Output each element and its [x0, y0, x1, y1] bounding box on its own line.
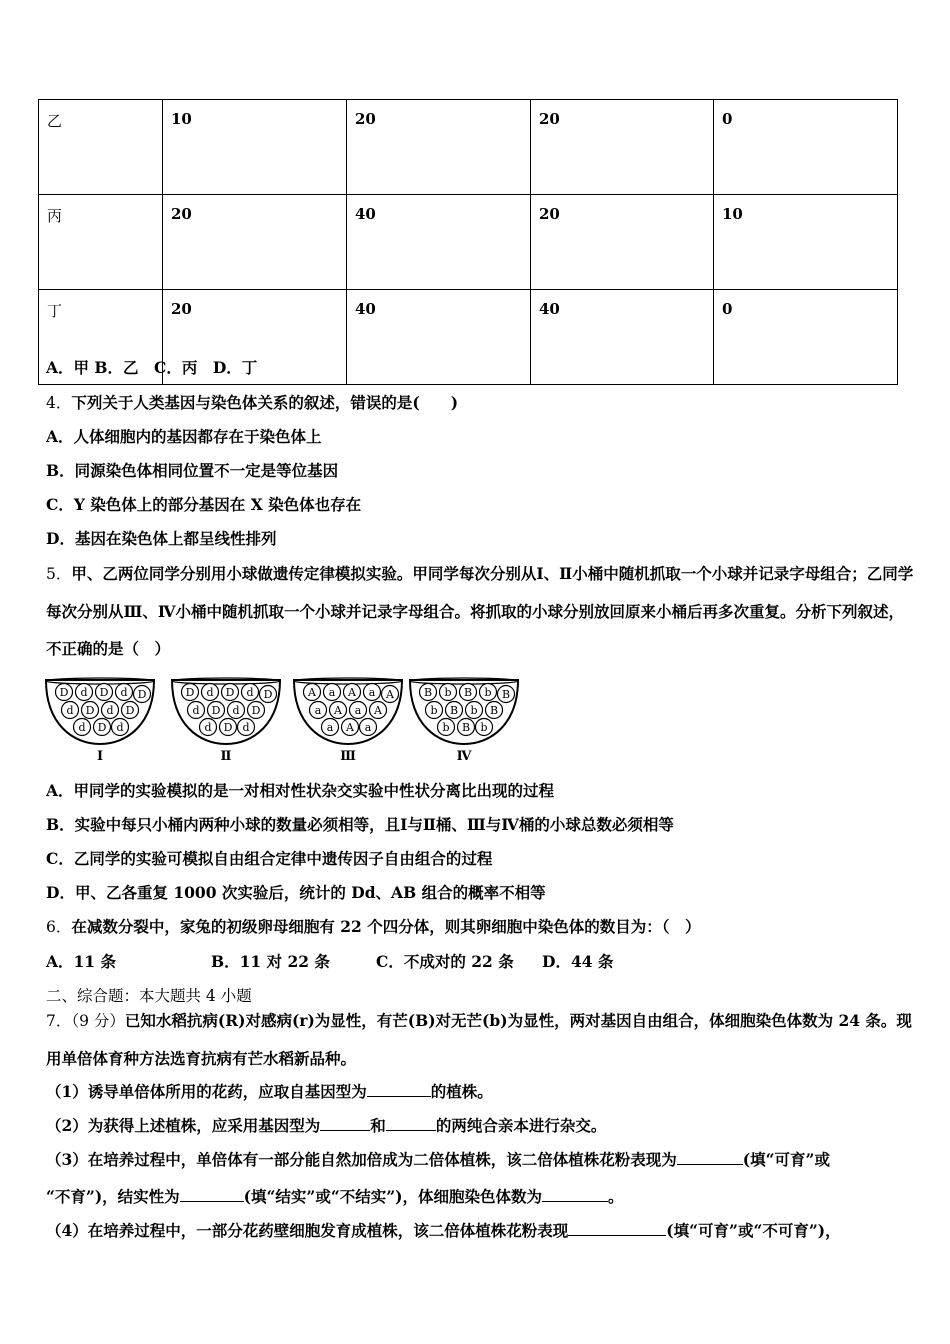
answer-blank[interactable] [677, 1150, 743, 1165]
table-cell: 20 [347, 100, 531, 195]
ball-label: d [116, 721, 124, 734]
ball-label: b [484, 686, 492, 699]
ball-label: B [489, 704, 499, 717]
answer-blank[interactable] [386, 1116, 436, 1131]
q5-option-d: D．甲、乙各重复 1000 次实验后，统计的 Dd、AB 组合的概率不相等 [46, 883, 546, 902]
bucket-label: Ⅰ [96, 749, 104, 764]
answer-blank[interactable] [180, 1187, 244, 1202]
q7-sub3-line2 [46, 1187, 624, 1207]
q5-stem [46, 555, 916, 667]
row-label: 乙 [39, 100, 163, 195]
bucket-1 [46, 678, 154, 764]
ball-label: d [106, 704, 114, 717]
q3-options: A．甲 B．乙 C．丙 D．丁 [46, 358, 258, 377]
ball-label: B [463, 686, 473, 699]
table-cell: 20 [531, 195, 714, 290]
sub3-text-end: 。 [608, 1187, 624, 1206]
table-cell: 0 [714, 290, 898, 385]
row-label: 丁 [39, 290, 163, 385]
q5-option-a: A．甲同学的实验模拟的是一对相对性状杂交实验中性状分离比出现的过程 [46, 781, 555, 800]
q6-stem [46, 917, 701, 937]
sub2-text: （2）为获得上述植株，应采用基因型为 [46, 1116, 321, 1135]
q5-option-b: B．实验中每只小桶内两种小球的数量必须相等，且Ⅰ与Ⅱ桶、Ⅲ与Ⅳ桶的小球总数必须相等 [46, 815, 674, 834]
ball-label: b [430, 704, 438, 717]
bucket-3 [294, 678, 402, 764]
bucket-2 [172, 678, 280, 764]
ball-label: D [223, 721, 233, 734]
table-cell: 10 [714, 195, 898, 290]
question-text: 甲、乙两位同学分别用小球做遗传定律模拟实验。甲同学每次分别从Ⅰ、Ⅱ小桶中随机抓取一个小球并记录字母组合；乙同学每次分别从Ⅲ、Ⅳ小桶中随机抓取一个小球并记录字母组合。将抓取的小球分别放回原来小桶后再多次重复。分析下列叙述，不正确的是（ ） [46, 564, 914, 658]
sub4-text-hint: (填“可育”或“不可育”)， [666, 1221, 841, 1240]
q4-option-d: D．基因在染色体上都呈线性排列 [46, 529, 277, 548]
q6-option-c: C．不成对的 22 条 [376, 952, 514, 971]
ball-label: A [348, 686, 356, 699]
table-cell: 10 [163, 100, 347, 195]
ball-label: a [354, 704, 362, 717]
ball-label: A [386, 688, 394, 701]
ball-label: D [225, 686, 235, 699]
q7-sub1 [46, 1082, 493, 1102]
sub3-text-cont: “不育”)，结实性为 [46, 1187, 180, 1206]
q4-stem [46, 393, 458, 413]
ball-label: B [423, 686, 433, 699]
answer-blank[interactable] [542, 1187, 608, 1202]
ball-label: d [192, 704, 200, 717]
bucket-figure [44, 672, 524, 764]
table-cell: 40 [347, 195, 531, 290]
ball-label: d [206, 686, 214, 699]
q7-sub3-line1 [46, 1150, 830, 1170]
ball-label: a [328, 686, 336, 699]
table-cell: 20 [163, 290, 347, 385]
q7-stem [46, 1002, 916, 1077]
row-label: 丙 [39, 195, 163, 290]
bucket-label: Ⅲ [340, 749, 356, 764]
bucket-label: Ⅱ [220, 749, 232, 764]
ball-label: D [211, 704, 221, 717]
ball-label: d [66, 704, 74, 717]
q6-options [46, 952, 613, 972]
question-text: 已知水稻抗病(R)对感病(r)为显性，有芒(B)对无芒(b)为显性，两对基因自由组合，体细胞染色体数为 24 条。现用单倍体育种方法选育抗病有芒水稻新品种。 [46, 1011, 912, 1068]
question-text: 在减数分裂中，家兔的初级卵母细胞有 22 个四分体，则其卵细胞中染色体的数目为：（ ） [71, 917, 701, 936]
q4-option-a: A．人体细胞内的基因都存在于染色体上 [46, 427, 322, 446]
ball-label: b [480, 721, 488, 734]
q7-sub4 [46, 1221, 841, 1241]
data-table [38, 99, 898, 385]
ball-label: D [137, 688, 147, 701]
bucket-4 [410, 678, 518, 764]
ball-label: B [449, 704, 459, 717]
answer-blank[interactable] [568, 1221, 666, 1236]
ball-label: D [185, 686, 195, 699]
table-cell: 20 [531, 100, 714, 195]
table-cell: 40 [347, 290, 531, 385]
ball-label: D [99, 686, 109, 699]
ball-label: a [314, 704, 322, 717]
sub3-text-hint: (填“可育”或 [742, 1150, 830, 1169]
table-row [39, 100, 898, 195]
ball-label: D [97, 721, 107, 734]
q7-sub2 [46, 1116, 606, 1136]
section-heading: 二、综合题：本大题共 4 小题 [46, 987, 252, 1005]
q4-option-b: B．同源染色体相同位置不一定是等位基因 [46, 461, 339, 480]
ball-label: A [374, 704, 382, 717]
sub3-text: （3）在培养过程中，单倍体有一部分能自然加倍成为二倍体植株，该二倍体植株花粉表现为 [46, 1150, 677, 1169]
ball-label: D [263, 688, 273, 701]
ball-label: d [246, 686, 254, 699]
question-number: 6． [46, 918, 72, 936]
sub2-text-end: 的两纯合亲本进行杂交。 [435, 1116, 607, 1135]
ball-label: a [326, 721, 334, 734]
q6-option-b: B．11 对 22 条 [211, 952, 330, 971]
answer-blank[interactable] [367, 1082, 431, 1097]
table-cell: 20 [163, 195, 347, 290]
sub2-text-and: 和 [370, 1116, 386, 1135]
sub1-text: （1）诱导单倍体所用的花药，应取自基因型为 [46, 1082, 367, 1101]
sub1-text-end: 的植株。 [430, 1082, 493, 1101]
q6-option-a: A．11 条 [46, 952, 116, 971]
ball-label: d [232, 704, 240, 717]
ball-label: D [59, 686, 69, 699]
ball-label: A [334, 704, 342, 717]
table-row [39, 195, 898, 290]
ball-label: B [501, 688, 511, 701]
ball-label: A [346, 721, 354, 734]
ball-label: d [78, 721, 86, 734]
ball-label: a [364, 721, 372, 734]
ball-label: b [442, 721, 450, 734]
question-text: 下列关于人类基因与染色体关系的叙述，错误的是( ) [71, 393, 459, 412]
ball-label: b [444, 686, 452, 699]
ball-label: A [308, 686, 316, 699]
ball-label: D [125, 704, 135, 717]
ball-label: d [242, 721, 250, 734]
ball-label: D [85, 704, 95, 717]
question-number: 5． [46, 565, 72, 583]
ball-label: d [204, 721, 212, 734]
ball-label: D [251, 704, 261, 717]
q5-option-c: C．乙同学的实验可模拟自由组合定律中遗传因子自由组合的过程 [46, 849, 493, 868]
sub4-text: （4）在培养过程中，一部分花药壁细胞发育成植株，该二倍体植株花粉表现 [46, 1221, 569, 1240]
ball-label: d [120, 686, 128, 699]
ball-label: b [470, 704, 478, 717]
table-cell: 40 [531, 290, 714, 385]
sub3-text-hint2: (填“结实”或“不结实”)，体细胞染色体数为 [243, 1187, 543, 1206]
ball-label: a [368, 686, 376, 699]
question-number: 7．（9 分） [46, 1012, 125, 1030]
ball-label: d [80, 686, 88, 699]
q6-option-d: D．44 条 [542, 952, 614, 971]
table-cell: 0 [714, 100, 898, 195]
ball-label: B [461, 721, 471, 734]
answer-blank[interactable] [320, 1116, 370, 1131]
bucket-label: Ⅳ [456, 749, 472, 764]
q4-option-c: C．Y 染色体上的部分基因在 X 染色体也存在 [46, 495, 362, 514]
question-number: 4． [46, 394, 72, 412]
